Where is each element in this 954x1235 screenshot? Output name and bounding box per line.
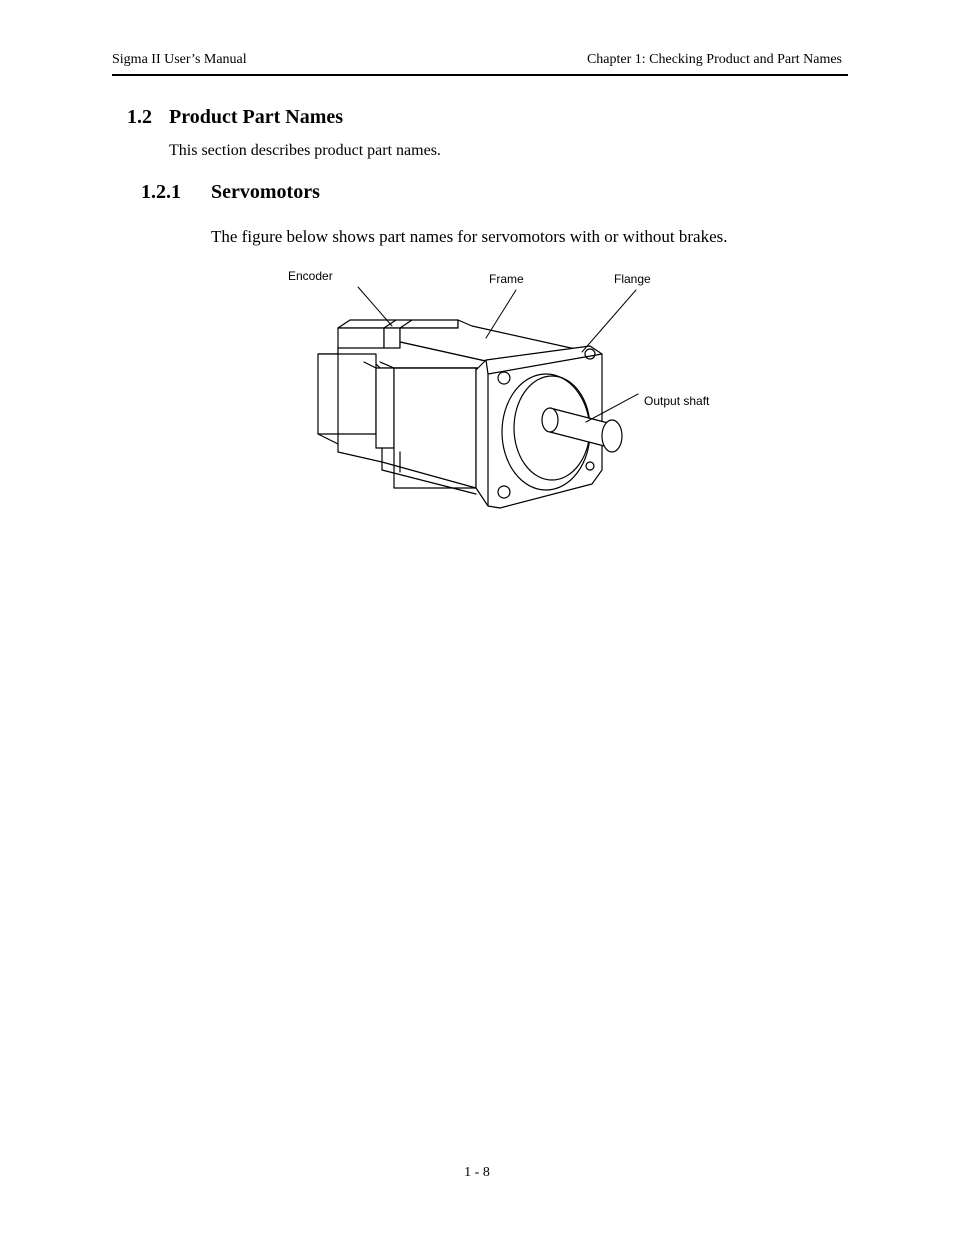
section-intro: This section describes product part names. xyxy=(169,142,441,159)
section-number: 1.2 xyxy=(127,106,152,128)
header-manual-title: Sigma II User’s Manual xyxy=(112,52,247,67)
label-frame: Frame xyxy=(489,272,524,286)
label-flange: Flange xyxy=(614,272,651,286)
leader-flange xyxy=(582,290,636,352)
subsection-title: Servomotors xyxy=(211,181,320,203)
section-title: Product Part Names xyxy=(169,106,344,128)
subsection-intro: The figure below shows part names for servomotors with or without brakes. xyxy=(211,227,728,246)
label-output-shaft: Output shaft xyxy=(644,394,710,408)
page-number: 1 - 8 xyxy=(464,1165,490,1180)
header-chapter-title: Chapter 1: Checking Product and Part Names xyxy=(586,52,842,67)
subsection-number: 1.2.1 xyxy=(141,181,181,203)
servomotor-figure xyxy=(280,262,730,514)
leader-frame xyxy=(486,290,516,338)
label-encoder: Encoder xyxy=(288,269,333,283)
servomotor-drawing xyxy=(280,262,730,514)
header-rule xyxy=(112,74,848,76)
